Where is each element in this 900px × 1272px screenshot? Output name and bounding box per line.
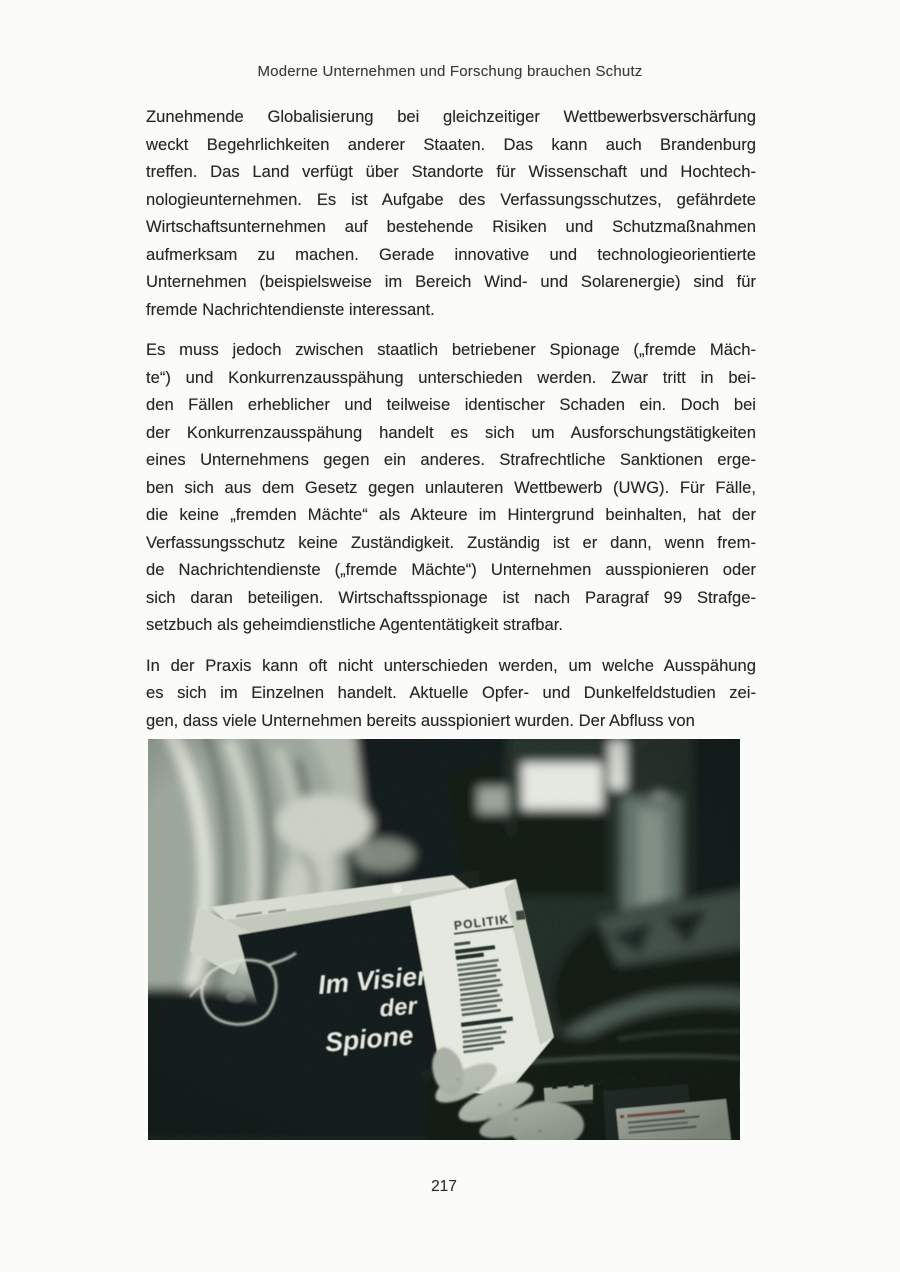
paragraph [146, 336, 756, 639]
text-line: treffen. Das Land verfügt über Standorte für Wissenschaft und Hochtech- [146, 162, 756, 181]
text-line: In der Praxis kann oft nicht unterschieden werden, um welche Ausspähung [146, 655, 756, 675]
text-line: Verfassungsschutz keine Zuständigkeit. Zuständig ist er dann, wenn frem- [146, 532, 756, 552]
text-line: setzbuch als geheimdienstliche Agententätigkeit strafbar. [146, 615, 563, 634]
text-line: Wirtschaftsunternehmen auf bestehende Risiken und Schutzmaßnahmen [146, 217, 756, 236]
text-line: sich daran beteiligen. Wirtschaftsspionage ist nach Paragraf 99 Strafge- [146, 587, 756, 607]
text-line: fremde Nachrichtendienste interessant. [146, 299, 435, 319]
text-line: die keine „fremden Mächte“ als Akteure im Hintergrund beinhalten, hat der [146, 505, 756, 524]
text-line: aufmerksam zu machen. Gerade innovative und technologieorientierte [146, 244, 756, 264]
text-line: weckt Begehrlichkeiten anderer Staaten. Das kann auch Brandenburg [146, 134, 756, 154]
text-line: te“) und Konkurrenzausspähung unterschieden werden. Zwar tritt in bei- [146, 367, 756, 387]
paragraph [146, 652, 756, 735]
text-line: de Nachrichtendienste („fremde Mächte“) Unternehmen ausspionieren oder [146, 560, 756, 579]
text-line: Es muss jedoch zwischen staatlich betriebener Spionage („fremde Mäch- [146, 340, 756, 359]
text-line: Zunehmende Globalisierung bei gleichzeitiger Wettbewerbsverschärfung [146, 107, 756, 126]
text-line: gen, dass viele Unternehmen bereits ausspioniert wurden. Der Abfluss von [146, 710, 695, 730]
text-line: Unternehmen (beispielsweise im Bereich Wind- und Solarenergie) sind für [146, 272, 756, 291]
running-header: Moderne Unternehmen und Forschung brauchen Schutz [257, 63, 643, 80]
text-line: eines Unternehmens gegen ein anderes. Strafrechtliche Sanktionen erge- [146, 450, 756, 469]
spy-photo [148, 739, 740, 1140]
text-line: der Konkurrenzausspähung handelt es sich um Ausforschungstätigkeiten [146, 422, 756, 442]
text-line: nologieunternehmen. Es ist Aufgabe des Verfassungsschutzes, gefährdete [146, 189, 756, 209]
spy-photo-svg [148, 739, 740, 1140]
paragraph [146, 103, 756, 323]
grain-overlay [148, 739, 740, 1140]
body-paragraphs [146, 103, 756, 747]
text-line: den Fällen erheblicher und teilweise identischer Schaden ein. Doch bei [146, 395, 756, 414]
text-line: ben sich aus dem Gesetz gegen unlauteren Wettbewerb (UWG). Für Fälle, [146, 477, 756, 497]
page-number: 217 [431, 1178, 457, 1195]
text-line: es sich im Einzelnen handelt. Aktuelle Opfer- und Dunkelfeldstudien zei- [146, 683, 756, 702]
